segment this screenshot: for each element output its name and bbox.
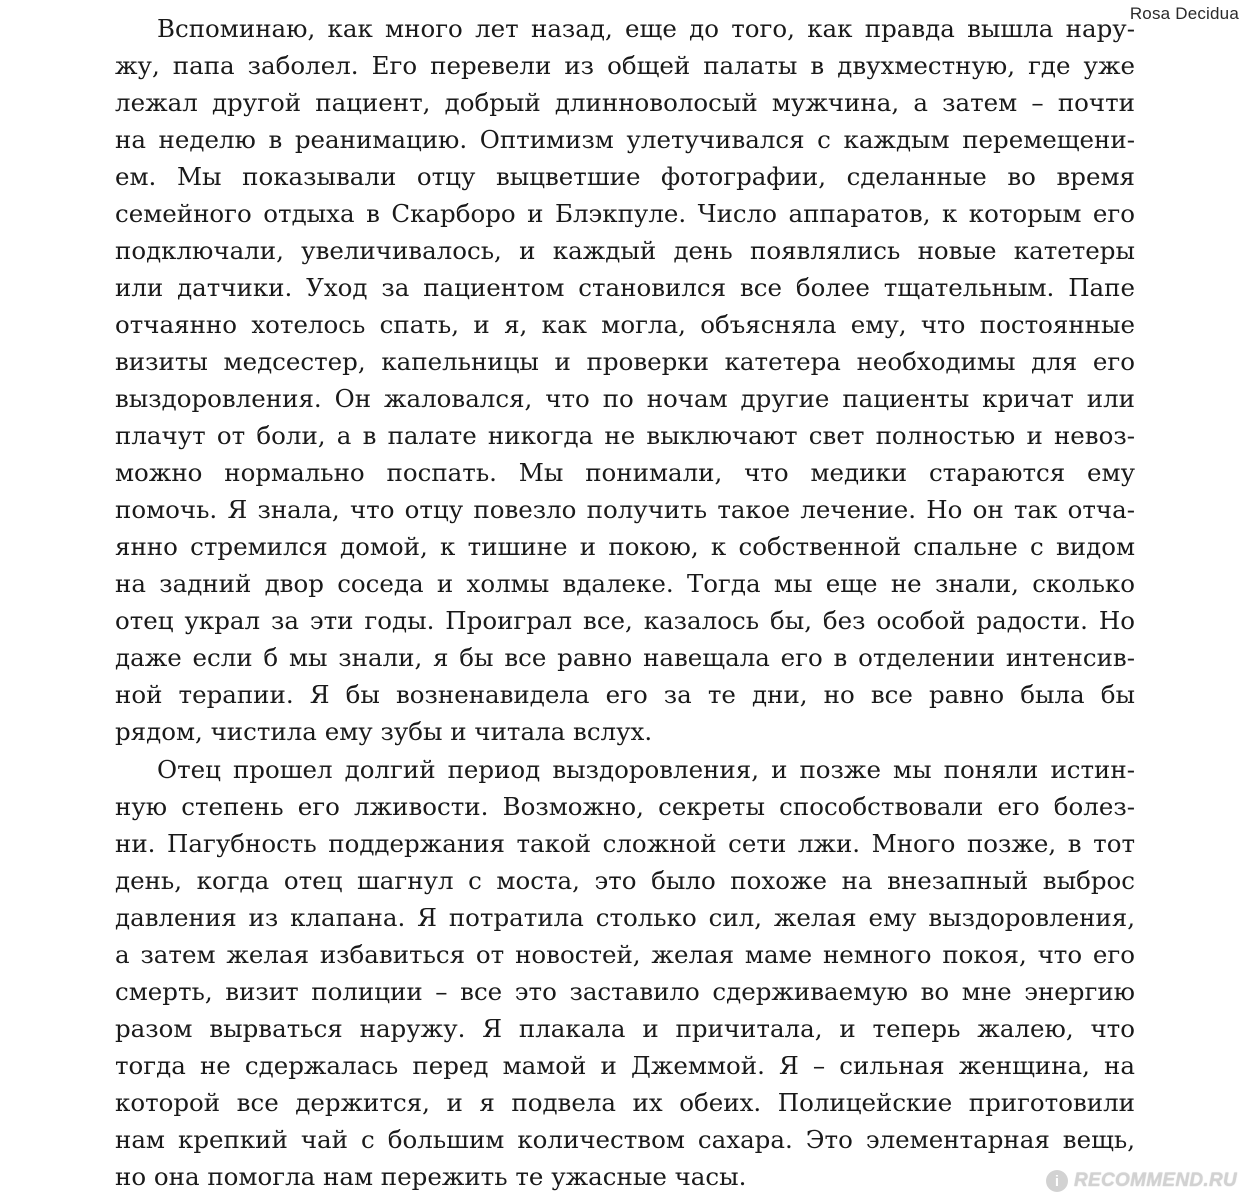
paragraph-2 [115, 751, 1135, 1195]
text-line: тогда не сдержалась перед мамой и Джеммой. Я – сильная женщина, на [115, 1051, 1135, 1080]
text-line: ную степень его лживости. Возможно, секреты способствовали его болез- [115, 792, 1135, 821]
text-line: ной терапии. Я бы возненавидела его за те дни, но все равно была бы [115, 680, 1135, 709]
text-line: плачут от боли, а в палате никогда не выключают свет полностью и невоз- [115, 421, 1135, 450]
text-line: которой все держится, и я подвела их обеих. Полицейские приготовили [115, 1088, 1135, 1117]
text-line: подключали, увеличивалось, и каждый день появлялись новые катетеры [115, 236, 1135, 265]
recommend-logo [1046, 1170, 1237, 1192]
text-line: на неделю в реанимацию. Оптимизм улетучивался с каждым перемещени- [115, 125, 1135, 154]
text-line: давления из клапана. Я потратила столько сил, желая ему выздоровления, [115, 903, 1135, 932]
text-line: нам крепкий чай с большим количеством сахара. Это элементарная вещь, [115, 1125, 1135, 1154]
text-line: можно нормально поспать. Мы понимали, что медики стараются ему [115, 458, 1135, 487]
text-line: на задний двор соседа и холмы вдалеке. Тогда мы еще не знали, сколько [115, 569, 1135, 598]
text-line: отчаянно хотелось спать, и я, как могла, объясняла ему, что постоянные [115, 310, 1135, 339]
text-line: разом вырваться наружу. Я плакала и причитала, и теперь жалею, что [115, 1014, 1135, 1043]
text-line: рядом, чистила ему зубы и читала вслух. [115, 717, 653, 746]
text-line: отец украл за эти годы. Проиграл все, казалось бы, без особой радости. Но [115, 606, 1135, 635]
text-line: лежал другой пациент, добрый длинноволосый мужчина, а затем – почти [115, 88, 1135, 117]
text-line: ни. Пагубность поддержания такой сложной сети лжи. Много позже, в тот [115, 829, 1135, 858]
recommend-logo-icon: i [1046, 1170, 1068, 1192]
author-watermark: Rosa Decidua [1129, 4, 1239, 23]
text-line: Отец прошел долгий период выздоровления, и позже мы поняли истин- [157, 755, 1135, 784]
book-page [115, 10, 1135, 1195]
text-line: ем. Мы показывали отцу выцветшие фотографии, сделанные во время [115, 162, 1135, 191]
text-line: визиты медсестер, капельницы и проверки катетера необходимы для его [115, 347, 1135, 376]
text-line: смерть, визит полиции – все это заставило сдерживаемую во мне энергию [115, 977, 1135, 1006]
recommend-logo-text: RECOMMEND.RU [1074, 1170, 1237, 1191]
text-line: помочь. Я знала, что отцу повезло получить такое лечение. Но он так отча- [115, 495, 1135, 524]
text-line: Вспоминаю, как много лет назад, еще до того, как правда вышла нару- [157, 14, 1135, 43]
text-line: но она помогла нам пережить те ужасные часы. [115, 1162, 747, 1191]
text-line: жу, папа заболел. Его перевели из общей палаты в двухместную, где уже [115, 51, 1135, 80]
text-line: выздоровления. Он жаловался, что по ночам другие пациенты кричат или [115, 384, 1135, 413]
text-line: даже если б мы знали, я бы все равно навещала его в отделении интенсив- [115, 643, 1135, 672]
paragraph-1 [115, 10, 1135, 750]
text-line: янно стремился домой, к тишине и покою, к собственной спальне с видом [115, 532, 1135, 561]
text-line: день, когда отец шагнул с моста, это было похоже на внезапный выброс [115, 866, 1135, 895]
text-line: семейного отдыха в Скарборо и Блэкпуле. Число аппаратов, к которым его [115, 199, 1135, 228]
text-line: или датчики. Уход за пациентом становился все более тщательным. Папе [115, 273, 1135, 302]
text-line: а затем желая избавиться от новостей, желая маме немного покоя, что его [115, 940, 1135, 969]
